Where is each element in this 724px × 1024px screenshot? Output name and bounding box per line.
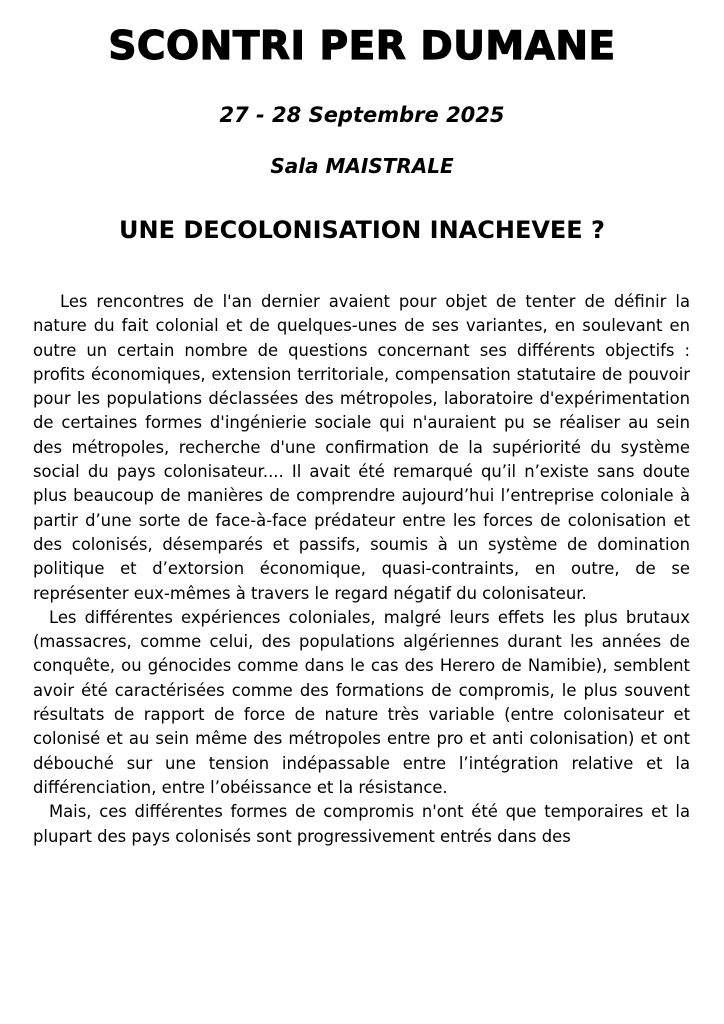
body-text: [33, 290, 690, 849]
document-subtitle: UNE DECOLONISATION INACHEVEE ?: [119, 216, 605, 244]
event-venue: Sala MAISTRALE: [270, 154, 454, 178]
event-title: SCONTRI PER DUMANE: [108, 24, 616, 69]
event-dates: 27 - 28 Septembre 2025: [219, 103, 505, 127]
paragraph-3: Mais, ces différentes formes de compromis n'ont été que temporaires et la plupart des pays colonisés sont progressivement entrés dans des: [33, 802, 690, 846]
paragraph-2: Les différentes expériences coloniales, malgré leurs effets les plus brutaux (massacres, comme celui, des populations algériennes durant les années de conquête, ou génocides comme dans le cas des Herero de Namibie), semblent avoir été caractérisées comme des formations de compromis, le plus souvent résultats de rapport de force de nature très variable (entre colonisateur et colonisé et au sein même des métropoles entre pro et anti colonisation) et ont débouché sur une tension indépassable entre l’intégration relative et la différenciation, entre l’obéissance et la résistance.: [33, 607, 690, 797]
paragraph-1: Les rencontres de l'an dernier avaient pour objet de tenter de définir la nature du fait colonial et de quelques-unes de ses variantes, en soulevant en outre un certain nombre de questions concernant ses différents objectifs : profits économiques, extension territoriale, compensation statutaire de pouvoir pour les populations déclassées des métropoles, laboratoire d'expérimentation de certaines formes d'ingénierie sociale qui n'auraient pu se réaliser au sein des métropoles, recherche d'une confirmation de la supériorité du système social du pays colonisateur.... Il avait été remarqué qu’il n’existe sans doute plus beaucoup de manières de comprendre aujourd’hui l’entreprise coloniale à partir d’une sorte de face-à-face prédateur entre les forces de colonisation et des colonisés, désemparés et passifs, soumis à un système de domination politique et d’extorsion économique, quasi-contraints, en outre, de se représenter eux-mêmes à travers le regard négatif du colonisateur.: [33, 292, 690, 603]
